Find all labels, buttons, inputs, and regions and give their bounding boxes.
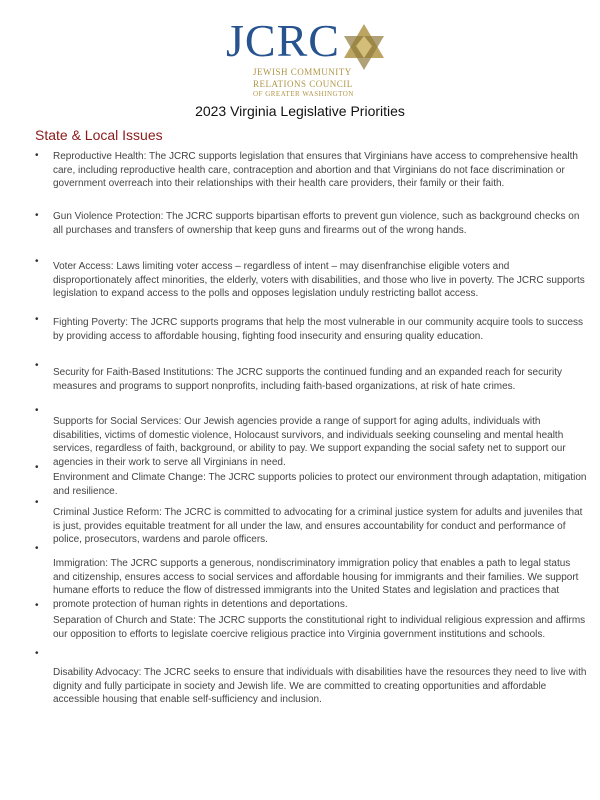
- logo-line-1: JEWISH COMMUNITY: [253, 67, 352, 77]
- bullet-icon: •: [35, 497, 39, 508]
- bullet-icon: •: [35, 314, 39, 325]
- bullet-icon: •: [35, 256, 39, 267]
- jcrc-logo: [226, 16, 396, 100]
- list-item-text: Gun Violence Protection: The JCRC supports bipartisan efforts to prevent gun violence, such as background checks on all purchases and transfers of ownership that keep guns and firearms out of the wrong hands.: [53, 211, 580, 236]
- list-item-text: Fighting Poverty: The JCRC supports programs that help the most vulnerable in our community acquire tools to success by providing access to affordable housing, fighting food insecurity and ensuring quality education.: [53, 317, 584, 342]
- list-item-text: Reproductive Health: The JCRC supports legislation that ensures that Virginians have access to comprehensive health care, including reproductive health care, contraception and abortion and that Virginians do not face discrimination or government overreach into their relationships with their health care providers, their family or their faith.: [53, 151, 578, 189]
- document-title: 2023 Virginia Legislative Priorities: [195, 103, 405, 119]
- bullet-icon: •: [35, 405, 39, 416]
- list-item-text: Criminal Justice Reform: The JCRC is committed to advocating for a criminal justice system for adults and juveniles that is just, provides equitable treatment for all under the law, and ensures accountability for conduct and performance of police, prosecutors, wardens and parole officers.: [53, 507, 583, 545]
- star-of-david-icon: [342, 22, 386, 72]
- logo-line-3: OF GREATER WASHINGTON: [253, 90, 354, 98]
- bullet-icon: •: [35, 150, 39, 161]
- list-item-text: Voter Access: Laws limiting voter access – regardless of intent – may disenfranchise eligible voters and disproportionately affect minorities, the elderly, voters with disabilities, and those who live in poverty. The JCRC supports legislation to expand access to the polls and opposes legislation unduly restricting ballot access.: [53, 261, 585, 299]
- bullet-icon: •: [35, 462, 39, 473]
- list-item-text: Supports for Social Services: Our Jewish agencies provide a range of support for aging adults, individuals with disabilities, victims of domestic violence, Holocaust survivors, and individuals seeking counseling and mental health services, regardless of faith, background, or ability to pay. We support expanding the social safety net to support our agencies in their work to serve all Virginians in need.: [53, 416, 566, 468]
- list-item-text: Disability Advocacy: The JCRC seeks to ensure that individuals with disabilities have the resources they need to live with dignity and fully participate in society and Jewish life. We are committed to creating opportunities and affordable accessible housing that enable self-sufficiency and inclusion.: [53, 667, 587, 705]
- bullet-icon: •: [35, 648, 39, 659]
- list-item-text: Separation of Church and State: The JCRC supports the constitutional right to individual religious expression and affirms our opposition to efforts to legislate coercive religious practice into Virginia government institutions and schools.: [53, 615, 586, 640]
- logo-wordmark: JCRC: [226, 15, 340, 66]
- logo-line-2: RELATIONS COUNCIL: [253, 79, 353, 89]
- bullet-icon: •: [35, 600, 39, 611]
- list-item-text: Environment and Climate Change: The JCRC supports policies to protect our environment through adaptation, mitigation and resilience.: [53, 472, 587, 497]
- list-item-text: Immigration: The JCRC supports a generous, nondiscriminatory immigration policy that enables a path to legal status and citizenship, ensures access to social services and affordable housing for immigrants and their families. We support humane efforts to reduce the flow of distressed immigrants into the United States and legislation and practices that promote protection of human rights in detentions and deportations.: [53, 558, 579, 610]
- section-heading: State & Local Issues: [35, 127, 163, 143]
- bullet-icon: •: [35, 543, 39, 554]
- bullet-icon: •: [35, 360, 39, 371]
- list-item-text: Security for Faith-Based Institutions: The JCRC supports the continued funding and an expanded reach for security measures and programs to support nonprofits, including faith-based organizations, at risk of hate crimes.: [53, 367, 562, 392]
- logo-subtitle: [253, 66, 383, 99]
- bullet-icon: •: [35, 210, 39, 221]
